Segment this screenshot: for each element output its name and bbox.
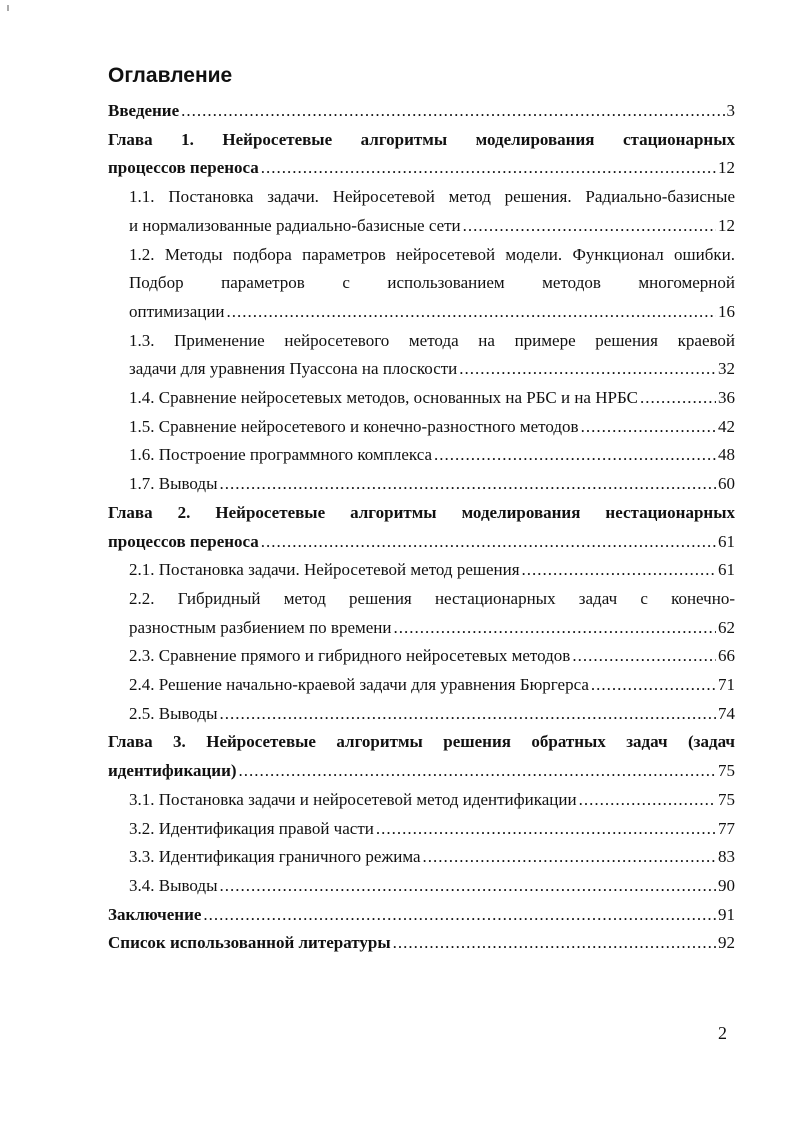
toc-entry-title: 1.7. Выводы	[129, 474, 218, 494]
toc-entry-introduction[interactable]	[108, 97, 735, 126]
toc-entry-section-3-2[interactable]	[108, 815, 735, 844]
toc-page-number: 71	[718, 675, 735, 695]
dot-leader	[640, 384, 716, 413]
toc-entry-title: 3.4. Выводы	[129, 875, 218, 895]
toc-entry-title: 1.6. Построение программного комплекса	[129, 445, 432, 465]
toc-page-number: 60	[718, 474, 735, 494]
table-of-contents	[108, 97, 735, 958]
toc-page-number: 92	[718, 933, 735, 953]
dot-leader	[220, 872, 716, 901]
dot-leader	[220, 700, 716, 729]
toc-entry-title: 1.5. Сравнение нейросетевого и конечно-разностного методов	[129, 416, 579, 436]
toc-entry-lead: 1.2. Методы подбора параметров нейросетевой модели. Функционал ошибки. Подбор параметров с использованием методов многомерной	[129, 244, 735, 293]
toc-entry-title: 3.2. Идентификация правой части	[129, 818, 374, 838]
dot-leader	[522, 556, 716, 585]
dot-leader	[572, 642, 716, 671]
toc-entry-section-3-1[interactable]	[108, 786, 735, 815]
toc-entry-title: 2.1. Постановка задачи. Нейросетевой метод решения	[129, 560, 520, 580]
toc-entry-title: Список использованной литературы	[108, 933, 391, 953]
dot-leader	[181, 97, 724, 126]
toc-page-number: 90	[718, 875, 735, 895]
toc-entry-references[interactable]	[108, 929, 735, 958]
toc-page-number: 42	[718, 416, 735, 436]
toc-entry-section-1-6[interactable]	[108, 441, 735, 470]
toc-entry-title: 2.3. Сравнение прямого и гибридного нейросетевых методов	[129, 646, 571, 666]
dot-leader	[393, 929, 716, 958]
toc-page-number: 75	[718, 761, 735, 781]
toc-entry-chapter-1[interactable]	[108, 126, 735, 183]
toc-entry-section-1-3[interactable]	[108, 327, 735, 384]
toc-entry-section-1-1[interactable]	[108, 183, 735, 240]
toc-entry-title: идентификации)	[108, 761, 237, 781]
toc-entry-title: 2.5. Выводы	[129, 703, 218, 723]
toc-page-number: 61	[718, 531, 735, 551]
toc-entry-section-1-7[interactable]	[108, 470, 735, 499]
toc-entry-lead: 1.1. Постановка задачи. Нейросетевой метод решения. Радиально-базисные	[129, 187, 735, 207]
toc-entry-section-1-5[interactable]	[108, 413, 735, 442]
dot-leader	[581, 413, 716, 442]
toc-page-number: 16	[718, 301, 735, 321]
toc-page-number: 66	[718, 646, 735, 666]
dot-leader	[459, 355, 716, 384]
toc-page-number: 62	[718, 617, 735, 637]
toc-entry-section-3-4[interactable]	[108, 872, 735, 901]
dot-leader	[591, 671, 716, 700]
dot-leader	[579, 786, 716, 815]
toc-page-number: 12	[718, 215, 735, 235]
toc-page-number: 36	[718, 388, 735, 408]
toc-entry-title: Заключение	[108, 904, 202, 924]
dot-leader	[434, 441, 716, 470]
toc-entry-conclusion[interactable]	[108, 901, 735, 930]
toc-entry-title: и нормализованные радиально-базисные сети	[129, 215, 461, 235]
toc-entry-title: разностным разбиением по времени	[129, 617, 392, 637]
toc-entry-lead: Глава 3. Нейросетевые алгоритмы решения обратных задач (задач	[108, 732, 735, 752]
toc-entry-lead: Глава 1. Нейросетевые алгоритмы моделирования стационарных	[108, 129, 735, 149]
dot-leader	[394, 614, 716, 643]
toc-entry-lead: 2.2. Гибридный метод решения нестационарных задач с конечно-	[129, 588, 735, 608]
dot-leader	[261, 154, 716, 183]
toc-entry-section-2-3[interactable]	[108, 642, 735, 671]
toc-page-number: 48	[718, 445, 735, 465]
toc-entry-section-1-2[interactable]	[108, 241, 735, 327]
toc-entry-title: оптимизации	[129, 301, 225, 321]
dot-leader	[463, 212, 716, 241]
toc-entry-title: 1.4. Сравнение нейросетевых методов, основанных на РБС и на НРБС	[129, 388, 638, 408]
toc-entry-section-2-1[interactable]	[108, 556, 735, 585]
toc-entry-title: процессов переноса	[108, 158, 259, 178]
toc-entry-section-3-3[interactable]	[108, 843, 735, 872]
dot-leader	[220, 470, 716, 499]
toc-page-number: 74	[718, 703, 735, 723]
page-number: 2	[718, 1023, 727, 1043]
toc-entry-section-2-2[interactable]	[108, 585, 735, 642]
toc-entry-section-1-4[interactable]	[108, 384, 735, 413]
dot-leader	[239, 757, 716, 786]
scan-mark	[7, 5, 9, 11]
toc-entry-title: Введение	[108, 101, 180, 120]
toc-heading: Оглавление	[108, 64, 233, 87]
dot-leader	[261, 528, 716, 557]
toc-entry-chapter-2[interactable]	[108, 499, 735, 556]
dot-leader	[376, 815, 716, 844]
toc-entry-lead: Глава 2. Нейросетевые алгоритмы моделирования нестационарных	[108, 502, 735, 522]
toc-page-number: 12	[718, 158, 735, 178]
toc-page-number: 61	[718, 560, 735, 580]
toc-page-number: 32	[718, 359, 735, 379]
toc-page-number: 77	[718, 818, 735, 838]
toc-entry-title: 3.1. Постановка задачи и нейросетевой метод идентификации	[129, 789, 577, 809]
toc-entry-title: задачи для уравнения Пуассона на плоскости	[129, 359, 458, 379]
toc-page-number: 91	[718, 904, 735, 924]
dot-leader	[227, 298, 716, 327]
toc-entry-lead: 1.3. Применение нейросетевого метода на примере решения краевой	[129, 330, 735, 350]
toc-entry-section-2-5[interactable]	[108, 700, 735, 729]
toc-page-number: 3	[726, 101, 735, 120]
toc-entry-section-2-4[interactable]	[108, 671, 735, 700]
toc-entry-chapter-3[interactable]	[108, 728, 735, 785]
toc-entry-title: 2.4. Решение начально-краевой задачи для уравнения Бюргерса	[129, 675, 589, 695]
toc-entry-title: процессов переноса	[108, 531, 259, 551]
dot-leader	[203, 901, 716, 930]
toc-page-number: 75	[718, 789, 735, 809]
toc-entry-title: 3.3. Идентификация граничного режима	[129, 847, 421, 867]
dot-leader	[423, 843, 716, 872]
toc-page-number: 83	[718, 847, 735, 867]
